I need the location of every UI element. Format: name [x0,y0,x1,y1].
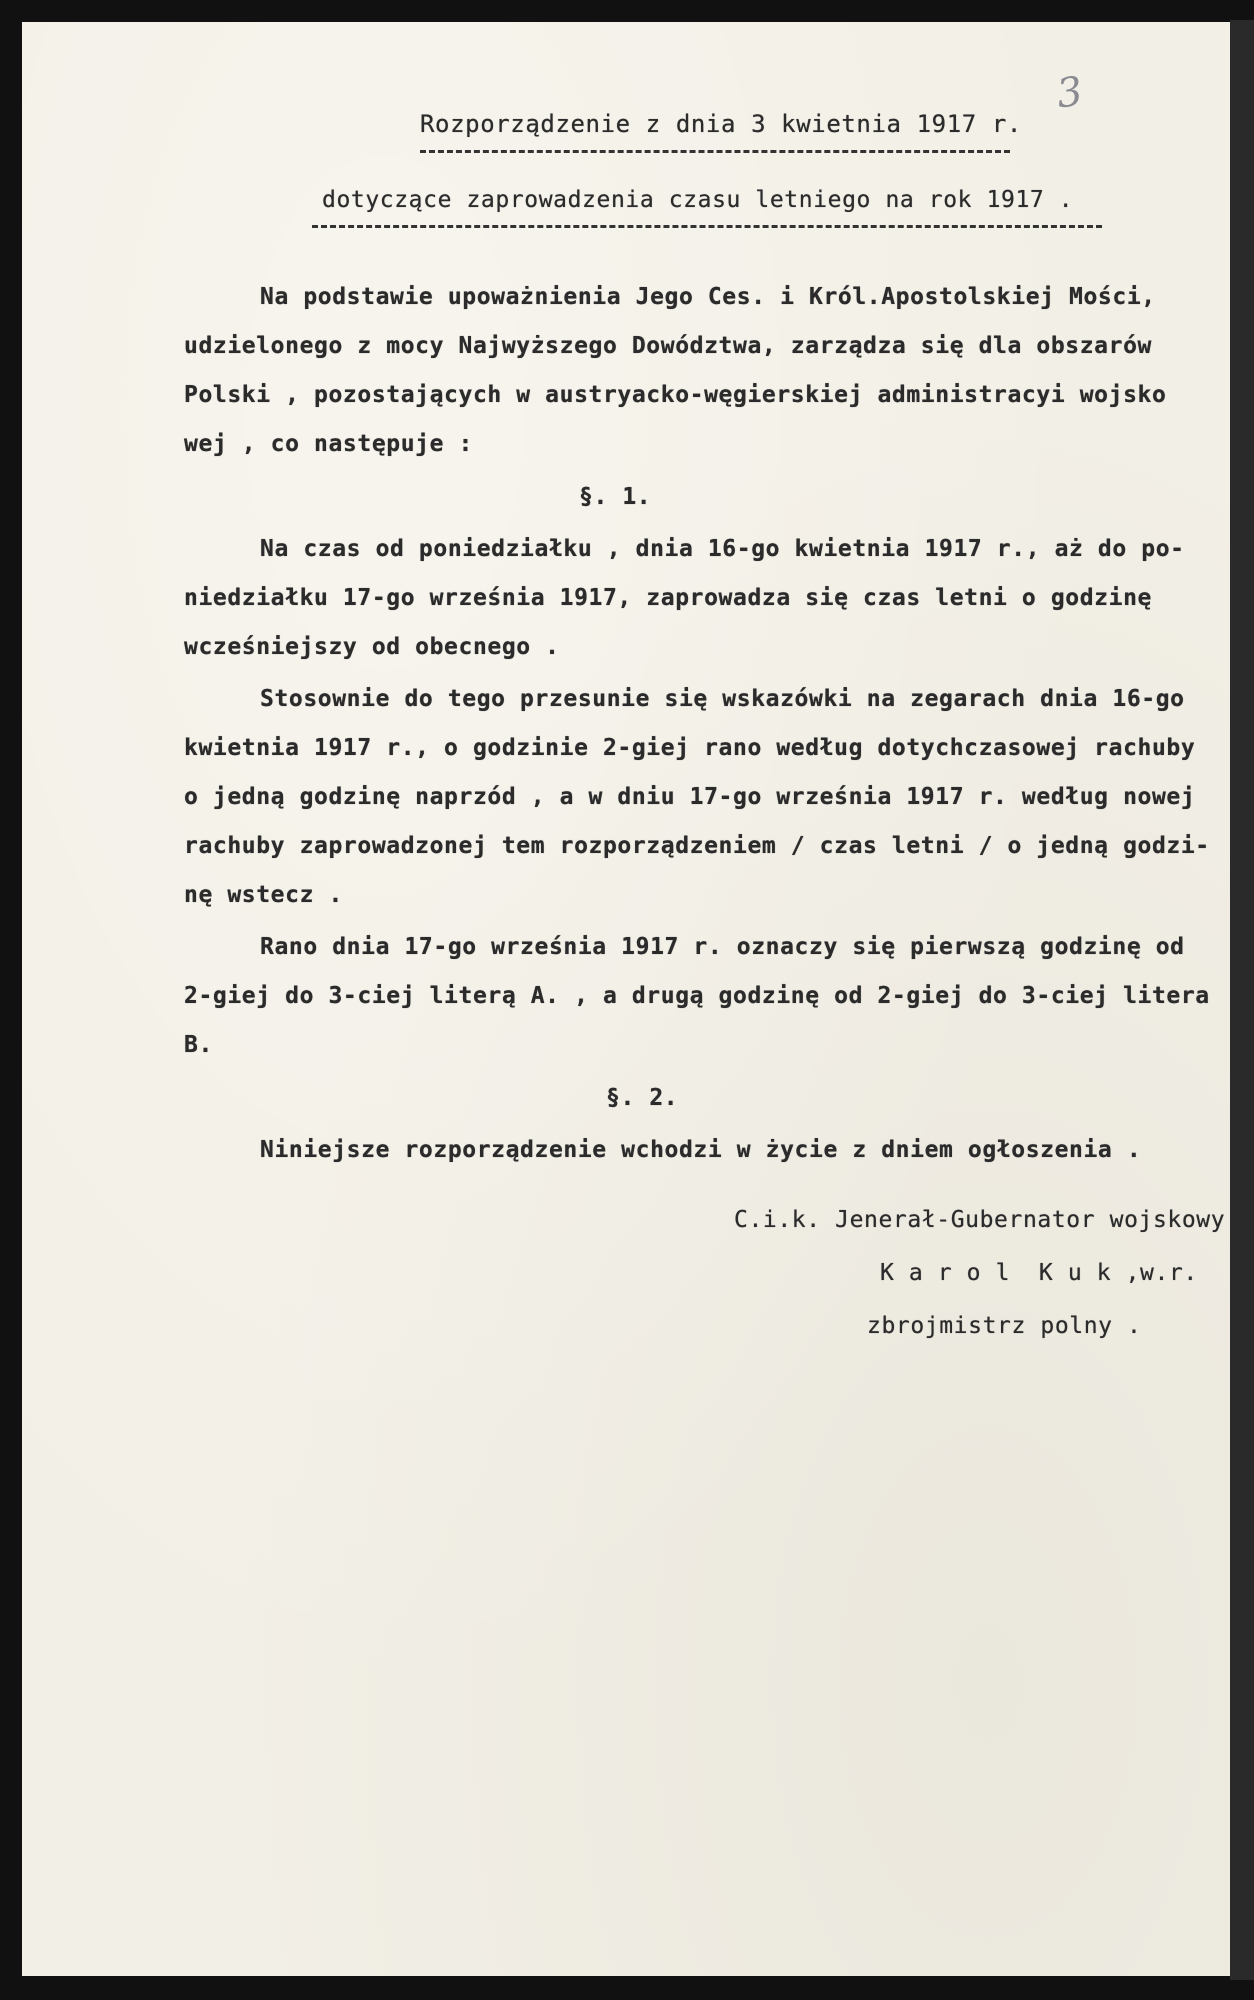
s1-p2-line-5: nę wstecz . [184,882,343,908]
document-subtitle: dotyczące zaprowadzenia czasu letniego na rok 1917 . [322,187,1074,213]
section-1-heading: §. 1. [579,484,652,510]
signature-rank: zbrojmistrz polny . [867,1313,1142,1339]
s1-p3-line-3: B. [184,1032,213,1058]
s1-p3-line-2: 2-giej do 3-ciej literą A. , a drugą godzinę od 2-giej do 3-ciej litera [184,983,1210,1009]
s1-p1-line-1: Na czas od poniedziałku , dnia 16-go kwietnia 1917 r., aż do po- [260,536,1185,562]
s1-p2-line-1: Stosownie do tego przesunie się wskazówki na zegarach dnia 16-go [260,686,1185,712]
document-title: Rozporządzenie z dnia 3 kwietnia 1917 r. [420,110,1022,138]
signature-name: K a r o l K u k ,w.r. [880,1260,1198,1286]
preamble-line-4: wej , co następuje : [184,431,473,457]
document-page [22,22,1230,1976]
title-underline [420,150,1010,153]
s1-p1-line-3: wcześniejszy od obecnego . [184,634,560,660]
s1-p2-line-3: o jedną godzinę naprzód , a w dniu 17-go września 1917 r. według nowej [184,784,1196,810]
s2-p1: Niniejsze rozporządzenie wchodzi w życie z dniem ogłoszenia . [260,1137,1142,1163]
s1-p2-line-4: rachuby zaprowadzonej tem rozporządzeniem / czas letni / o jedną godzi- [184,833,1210,859]
s1-p1-line-2: niedziałku 17-go września 1917, zaprowadza się czas letni o godzinę [184,585,1152,611]
subtitle-underline [312,225,1102,228]
s1-p3-line-1: Rano dnia 17-go września 1917 r. oznaczy się pierwszą godzinę od [260,934,1185,960]
section-2-heading: §. 2. [606,1085,679,1111]
signature-office: C.i.k. Jenerał-Gubernator wojskowy [734,1207,1226,1233]
s1-p2-line-2: kwietnia 1917 r., o godzinie 2-giej rano według dotychczasowej rachuby [184,735,1196,761]
page-number: 3 [1053,68,1086,118]
preamble-line-2: udzielonego z mocy Najwyższego Dowództwa, zarządza się dla obszarów [184,333,1152,359]
scan-edge [1230,20,1254,1980]
preamble-line-3: Polski , pozostających w austryacko-węgierskiej administracyi wojsko [184,382,1167,408]
preamble-line-1: Na podstawie upoważnienia Jego Ces. i Król.Apostolskiej Mości, [260,284,1156,310]
